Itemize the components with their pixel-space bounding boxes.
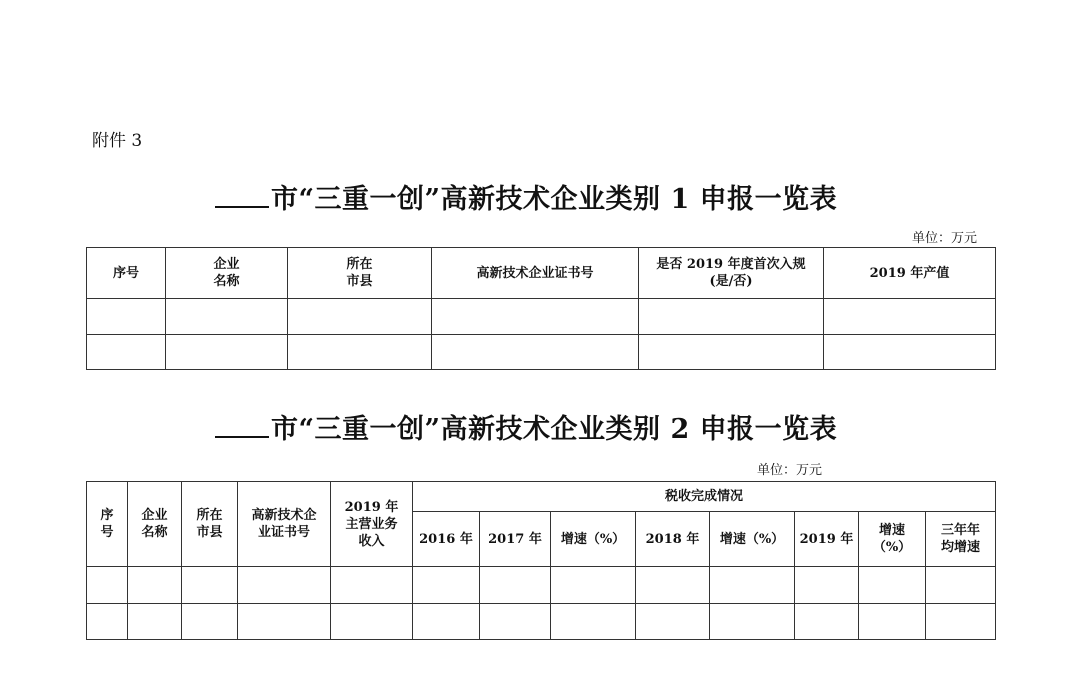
header-line: 三年年 <box>941 523 981 538</box>
table-cell[interactable] <box>413 567 480 604</box>
header-line: 2017 年 <box>488 531 542 547</box>
table1-unit: 单位：万元 <box>912 231 978 246</box>
table-row <box>87 299 996 335</box>
table-cell[interactable] <box>480 604 551 640</box>
header-line: (是/否) <box>709 274 753 289</box>
table-cell[interactable] <box>926 567 996 604</box>
table2-unit: 单位：万元 <box>757 463 823 478</box>
table-cell[interactable] <box>859 567 926 604</box>
t2-h-tax-growth-2019 <box>859 512 926 567</box>
table-cell[interactable] <box>824 335 996 370</box>
table-cell[interactable] <box>128 567 182 604</box>
t2-h-certificate <box>238 482 331 567</box>
header-line: 企业 <box>213 257 240 272</box>
header-line: 增速（%） <box>560 531 626 547</box>
t1-h-company <box>166 248 288 299</box>
header-line: 号 <box>100 525 114 540</box>
table-cell[interactable] <box>639 299 824 335</box>
table1-title <box>215 177 837 216</box>
table2-title-text: 市“三重一创”高新技术企业类别 2 申报一览表 <box>271 414 838 445</box>
header-line: 名称 <box>213 274 240 289</box>
header-line: 增速 <box>878 523 905 538</box>
header-line: （%） <box>872 540 912 555</box>
t2-h-tax-2019 <box>795 512 859 567</box>
t2-h-tax-2017 <box>480 512 551 567</box>
table-cell[interactable] <box>636 604 710 640</box>
t2-h-tax-group: 税收完成情况 <box>413 482 996 512</box>
table-cell[interactable] <box>926 604 996 640</box>
header-line: 2019 年产值 <box>869 265 950 281</box>
header-line: 业证书号 <box>257 525 310 540</box>
header-line: 序 <box>100 508 114 523</box>
table-cell[interactable] <box>432 299 639 335</box>
table-cell[interactable] <box>710 604 795 640</box>
table-cell[interactable] <box>432 335 639 370</box>
table-cell[interactable] <box>480 567 551 604</box>
table-cell[interactable] <box>710 567 795 604</box>
table1 <box>86 247 996 370</box>
header-line: 名称 <box>141 525 168 540</box>
header-line: 市县 <box>346 274 373 289</box>
t1-h-certificate <box>432 248 639 299</box>
table2-title <box>215 407 837 446</box>
table-cell[interactable] <box>551 604 636 640</box>
header-line: 市县 <box>196 525 223 540</box>
table1-title-text: 市“三重一创”高新技术企业类别 1 申报一览表 <box>271 184 838 215</box>
t2-h-seq <box>87 482 128 567</box>
header-line: 高新技术企 <box>251 508 317 523</box>
header-line: 增速（%） <box>719 531 785 547</box>
table-cell[interactable] <box>238 567 331 604</box>
t1-h-seq <box>87 248 166 299</box>
t2-h-location <box>182 482 238 567</box>
table-cell[interactable] <box>331 567 413 604</box>
t2-h-tax-growth-2018 <box>710 512 795 567</box>
table-cell[interactable] <box>87 335 166 370</box>
t2-h-tax-growth-2017 <box>551 512 636 567</box>
t2-h-tax-2018 <box>636 512 710 567</box>
table-cell[interactable] <box>288 335 432 370</box>
table1-header-row <box>87 248 996 299</box>
t1-h-location <box>288 248 432 299</box>
table-cell[interactable] <box>413 604 480 640</box>
table-cell[interactable] <box>87 567 128 604</box>
table-row <box>87 335 996 370</box>
table-cell[interactable] <box>128 604 182 640</box>
table-row <box>87 567 996 604</box>
table-cell[interactable] <box>288 299 432 335</box>
table-cell[interactable] <box>166 299 288 335</box>
t2-h-tax-2016 <box>413 512 480 567</box>
header-line: 企业 <box>141 508 168 523</box>
header-line: 所在 <box>196 508 223 523</box>
table2 <box>86 481 996 640</box>
table-cell[interactable] <box>639 335 824 370</box>
header-line: 2019 年 <box>344 499 399 515</box>
title-blank <box>215 416 269 438</box>
t2-h-company <box>128 482 182 567</box>
header-line: 序号 <box>112 265 139 281</box>
t1-h-first-regulated <box>639 248 824 299</box>
table-cell[interactable] <box>87 299 166 335</box>
table-cell[interactable] <box>87 604 128 640</box>
table-cell[interactable] <box>795 567 859 604</box>
table-cell[interactable] <box>551 567 636 604</box>
table-cell[interactable] <box>182 604 238 640</box>
table-row <box>87 604 996 640</box>
table-cell[interactable] <box>166 335 288 370</box>
table-cell[interactable] <box>331 604 413 640</box>
attachment-label: 附件 3 <box>92 131 143 151</box>
t1-h-output-value <box>824 248 996 299</box>
header-line: 主营业务 <box>345 516 398 532</box>
table-cell[interactable] <box>636 567 710 604</box>
header-line: 2018 年 <box>645 531 700 547</box>
t2-h-tax-3yr-avg <box>926 512 996 567</box>
header-line: 是否 2019 年度首次入规 <box>656 257 806 272</box>
header-line: 均增速 <box>941 540 981 555</box>
table-cell[interactable] <box>795 604 859 640</box>
table-cell[interactable] <box>859 604 926 640</box>
table2-header-row-1 <box>87 482 996 512</box>
t2-h-revenue <box>331 482 413 567</box>
header-line: 2016 年 <box>419 531 473 547</box>
header-line: 所在 <box>346 257 373 272</box>
table-cell[interactable] <box>182 567 238 604</box>
header-line: 收入 <box>358 533 385 549</box>
header-line: 2019 年 <box>799 531 854 547</box>
table-cell[interactable] <box>238 604 331 640</box>
title-blank <box>215 186 269 208</box>
header-line: 高新技术企业证书号 <box>476 265 594 281</box>
table-cell[interactable] <box>824 299 996 335</box>
